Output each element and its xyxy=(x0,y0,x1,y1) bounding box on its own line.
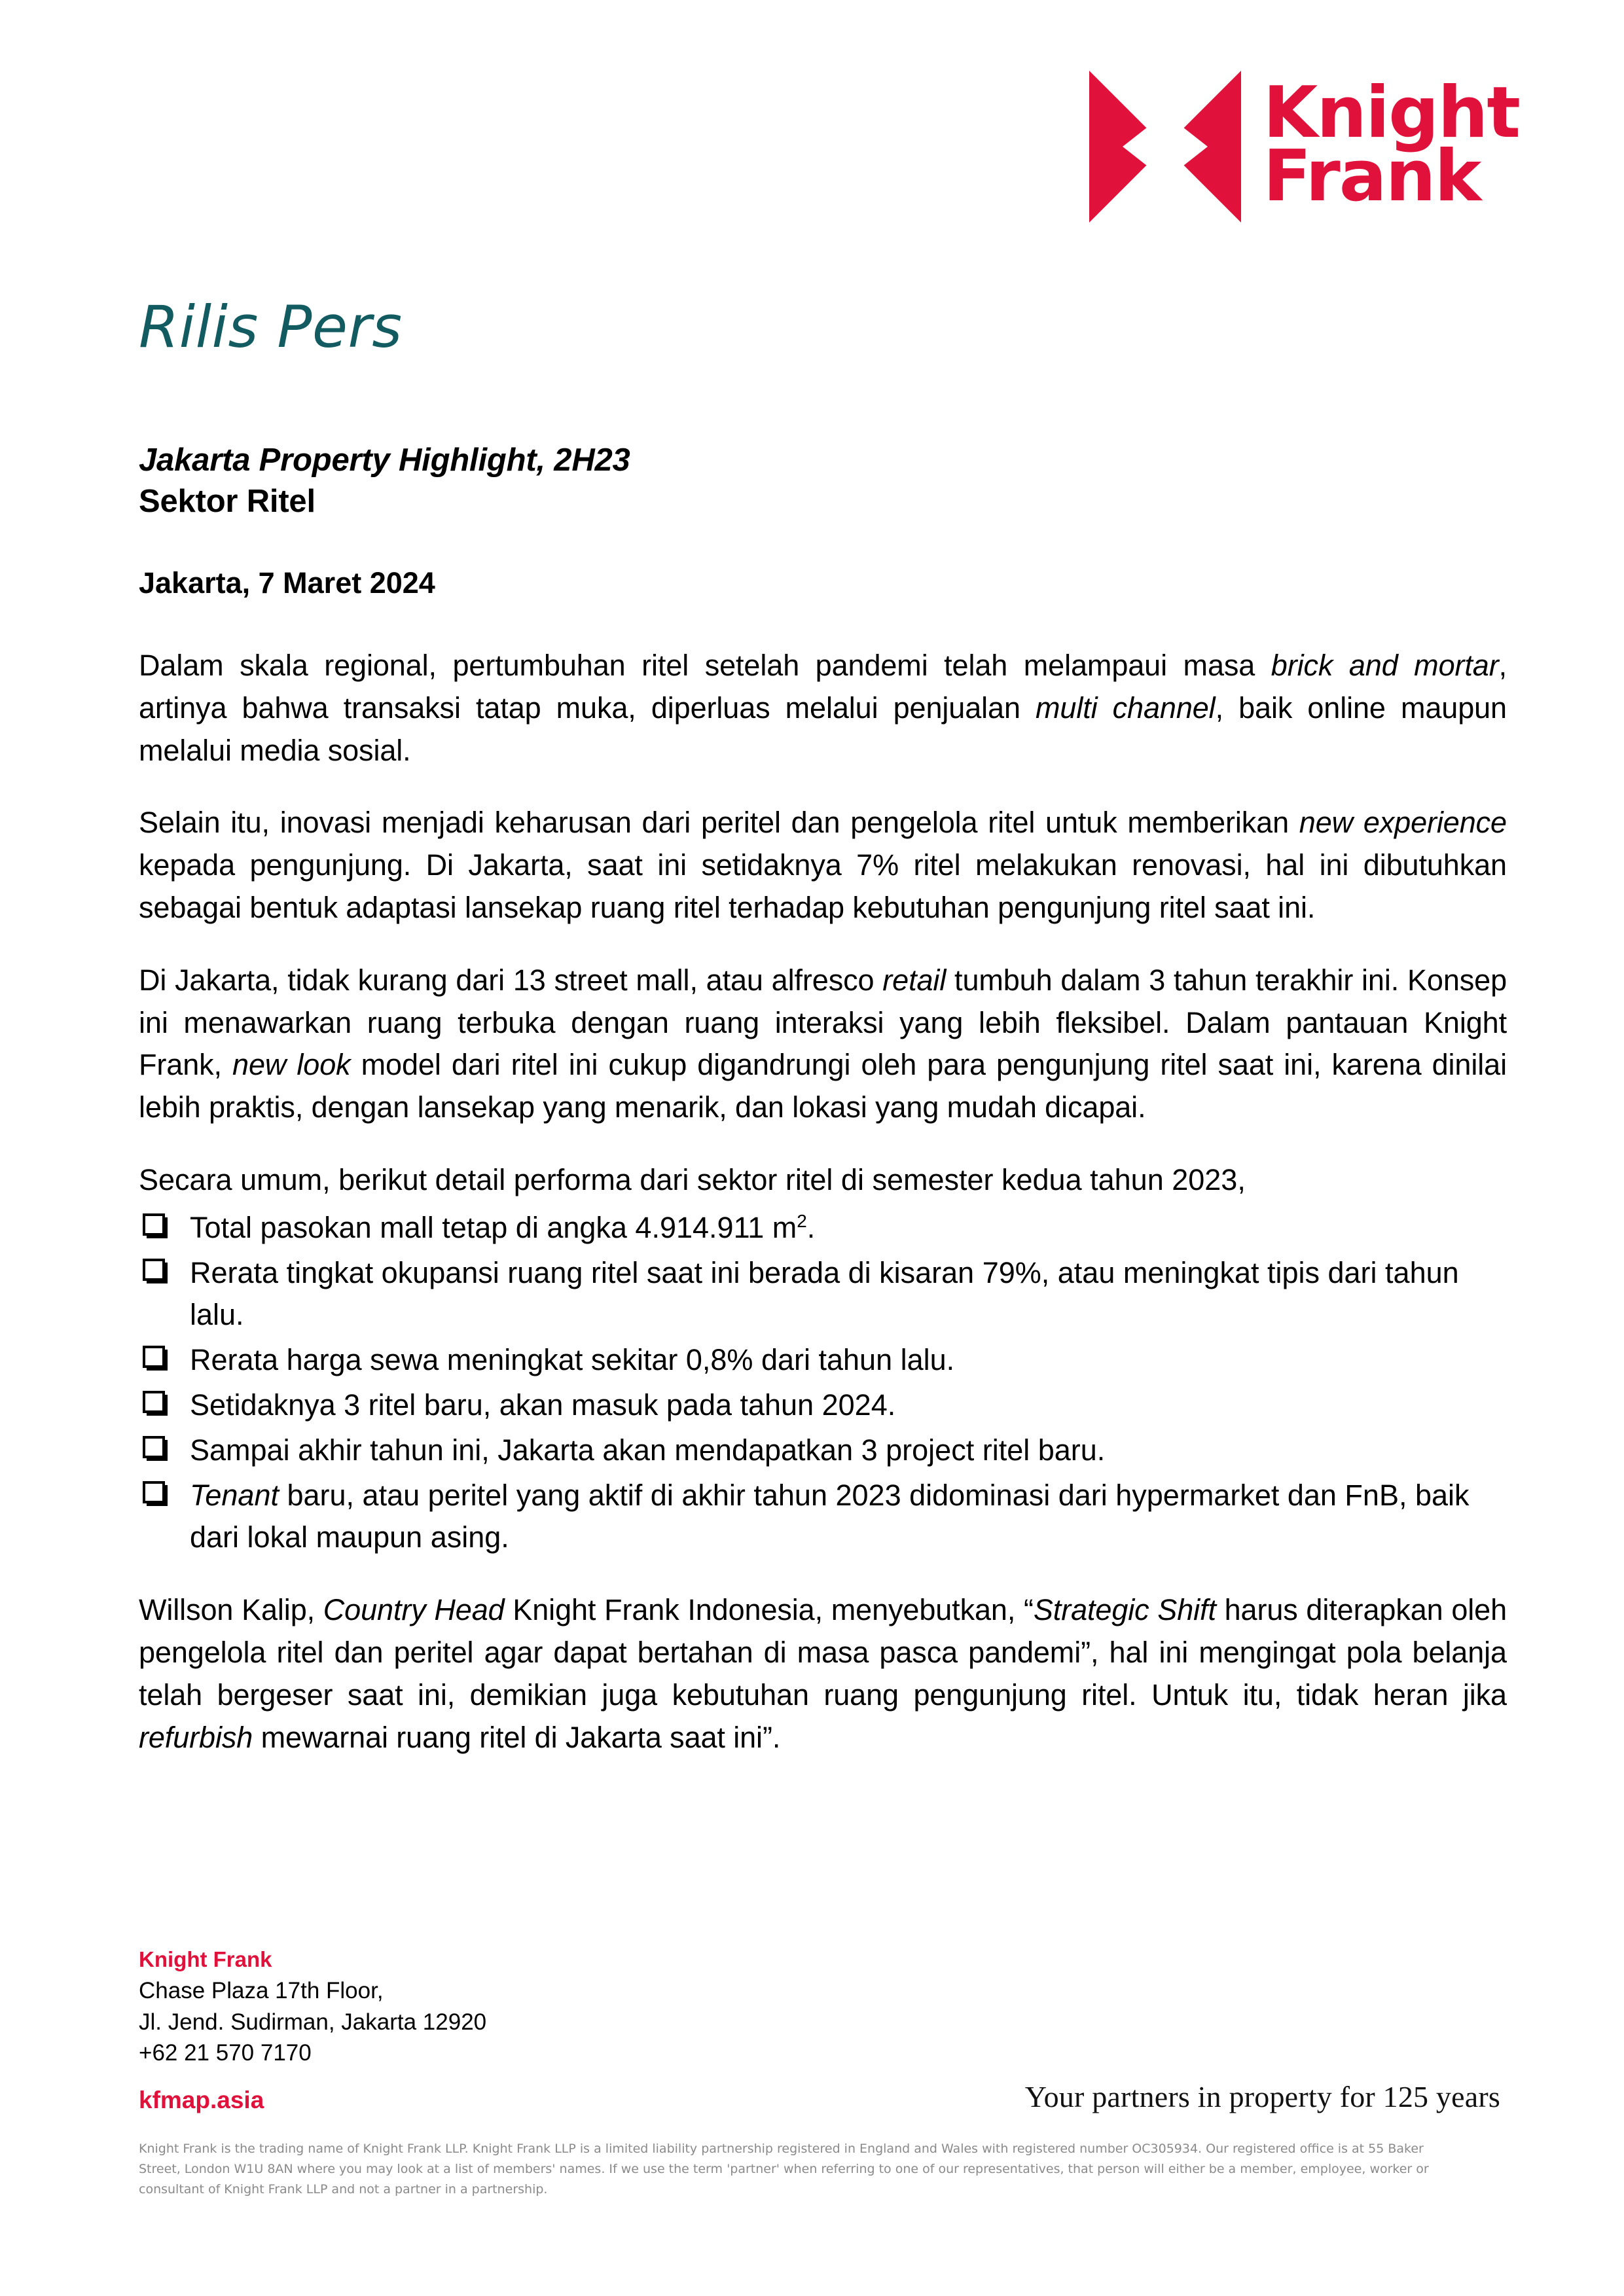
bullet-2-text: Rerata harga sewa meningkat sekitar 0,8% dari tahun lalu. xyxy=(190,1343,955,1377)
p4-text-c: harus diterapkan oleh pengelola ritel dan peritel agar dapat bertahan di masa pasca pandemi”, hal ini mengingat pola belanja telah bergeser saat ini, demikian juga kebutuhan ruang pengunjung ritel. Untuk itu, tidak heran jika xyxy=(139,1593,1507,1712)
paragraph-2 xyxy=(139,802,1507,929)
bullet-list-lead: Secara umum, berikut detail performa dari sektor ritel di semester kedua tahun 2023, xyxy=(139,1162,1246,1196)
square-bullet-icon xyxy=(143,1436,165,1458)
legal-disclaimer: Knight Frank is the trading name of Knight Frank LLP. Knight Frank LLP is a limited liability partnership registered in England and Wales with registered number OC305934. Our registered office is at 55 Baker Street, London W1U 8AN where you may look at a list of members' names. If we use the term 'partner' when referring to one of our representatives, that person will either be a member, employee, worker or consultant of Knight Frank LLP and not a partner in a partnership. xyxy=(139,2142,1429,2197)
bullet-0-post: . xyxy=(806,1210,816,1244)
bullet-0-superscript: 2 xyxy=(797,1210,807,1231)
report-title: Jakarta Property Highlight, 2H23 xyxy=(139,442,630,478)
p4-text-a: Willson Kalip, xyxy=(139,1593,323,1627)
footer-phone: +62 21 570 7170 xyxy=(139,2040,312,2066)
body-content xyxy=(139,645,1507,1789)
paragraph-quote xyxy=(139,1589,1507,1759)
p3-italic-1: retail xyxy=(882,963,947,997)
square-bullet-icon xyxy=(143,1481,165,1503)
paragraph-3 xyxy=(139,960,1507,1129)
square-bullet-icon xyxy=(143,1259,165,1281)
p3-italic-2: new look xyxy=(232,1048,351,1082)
p4-italic-1: Country Head xyxy=(323,1593,505,1627)
list-item xyxy=(139,1475,1507,1560)
p4-italic-3: refurbish xyxy=(139,1720,253,1754)
p4-text-b: Knight Frank Indonesia, menyebutkan, “ xyxy=(504,1593,1034,1627)
footer-address-line-1: Chase Plaza 17th Floor, xyxy=(139,1978,384,2003)
report-sector: Sektor Ritel xyxy=(139,483,316,519)
bullet-3-text: Setidaknya 3 ritel baru, akan masuk pada tahun 2024. xyxy=(190,1388,896,1422)
footer-brand-name: Knight Frank xyxy=(139,1947,272,1971)
website-link[interactable]: kfmap.asia xyxy=(139,2086,264,2113)
p2-italic-1: new experience xyxy=(1299,806,1507,840)
p1-text-b: , artinya bahwa transaksi tatap muka, diperluas melalui penjualan xyxy=(139,649,1507,725)
p2-text-b: kepada pengunjung. Di Jakarta, saat ini setidaknya 7% ritel melakukan renovasi, hal ini dibutuhkan sebagai bentuk adaptasi lansekap ruang ritel terhadap kebutuhan pengunjung ritel saat ini. xyxy=(139,848,1507,924)
footer-web-row xyxy=(139,2079,1507,2114)
document-heading xyxy=(139,440,1513,522)
p1-text-c: , baik online maupun melalui media sosial. xyxy=(139,691,1507,767)
footer-address-line-2: Jl. Jend. Sudirman, Jakarta 12920 xyxy=(139,2009,487,2035)
page-title: Rilis Pers xyxy=(139,293,403,361)
bullet-1-text: Rerata tingkat okupansi ruang ritel saat ini berada di kisaran 79%, atau meningkat tipis dari tahun lalu. xyxy=(190,1255,1459,1332)
logo-word-frank: Frank xyxy=(1263,135,1481,217)
square-bullet-icon xyxy=(143,1213,165,1236)
bullet-5-italic: Tenant xyxy=(190,1478,279,1512)
list-item xyxy=(139,1339,1507,1382)
square-bullet-icon xyxy=(143,1346,165,1368)
company-tagline: Your partners in property for 125 years xyxy=(1024,2079,1500,2113)
p3-text-a: Di Jakarta, tidak kurang dari 13 street mall, atau alfresco xyxy=(139,963,883,997)
square-bullet-icon xyxy=(143,1391,165,1413)
p3-text-c: model dari ritel ini cukup digandrungi oleh para pengunjung ritel saat ini, karena dinilai lebih praktis, dengan lansekap yang menarik, dan lokasi yang mudah dicapai. xyxy=(139,1048,1507,1124)
list-item xyxy=(139,1207,1507,1249)
logo-word-knight: Knight xyxy=(1263,71,1519,154)
bullet-5-text: baru, atau peritel yang aktif di akhir tahun 2023 didominasi dari hypermarket dan FnB, baik dari lokal maupun asing. xyxy=(190,1478,1470,1554)
dateline: Jakarta, 7 Maret 2024 xyxy=(139,566,435,600)
performance-bullet-list xyxy=(139,1207,1507,1559)
list-item xyxy=(139,1429,1507,1472)
list-item xyxy=(139,1384,1507,1427)
p4-italic-2: Strategic Shift xyxy=(1033,1593,1216,1627)
bullet-0-text: Total pasokan mall tetap di angka 4.914.911 m xyxy=(190,1210,797,1244)
p1-text-a: Dalam skala regional, pertumbuhan ritel setelah pandemi telah melampaui masa xyxy=(139,649,1271,682)
footer-contact-block xyxy=(139,1947,1507,2114)
bullet-4-text: Sampai akhir tahun ini, Jakarta akan mendapatkan 3 project ritel baru. xyxy=(190,1433,1106,1467)
knight-frank-logo xyxy=(1089,71,1519,223)
p3-text-b: tumbuh dalam 3 tahun terakhir ini. Konsep ini menawarkan ruang terbuka dengan ruang interaksi yang lebih fleksibel. Dalam pantauan Knight Frank, xyxy=(139,963,1507,1082)
p4-text-d: mewarnai ruang ritel di Jakarta saat ini”. xyxy=(253,1720,781,1754)
knight-frank-wordmark xyxy=(1263,71,1519,217)
p1-italic-1: brick and mortar xyxy=(1271,649,1499,682)
paragraph-1 xyxy=(139,645,1507,772)
p2-text-a: Selain itu, inovasi menjadi keharusan dari peritel dan pengelola ritel untuk memberikan xyxy=(139,806,1299,840)
knight-frank-x-mark-icon xyxy=(1089,71,1241,223)
list-item xyxy=(139,1252,1507,1337)
p1-italic-2: multi channel xyxy=(1036,691,1216,725)
